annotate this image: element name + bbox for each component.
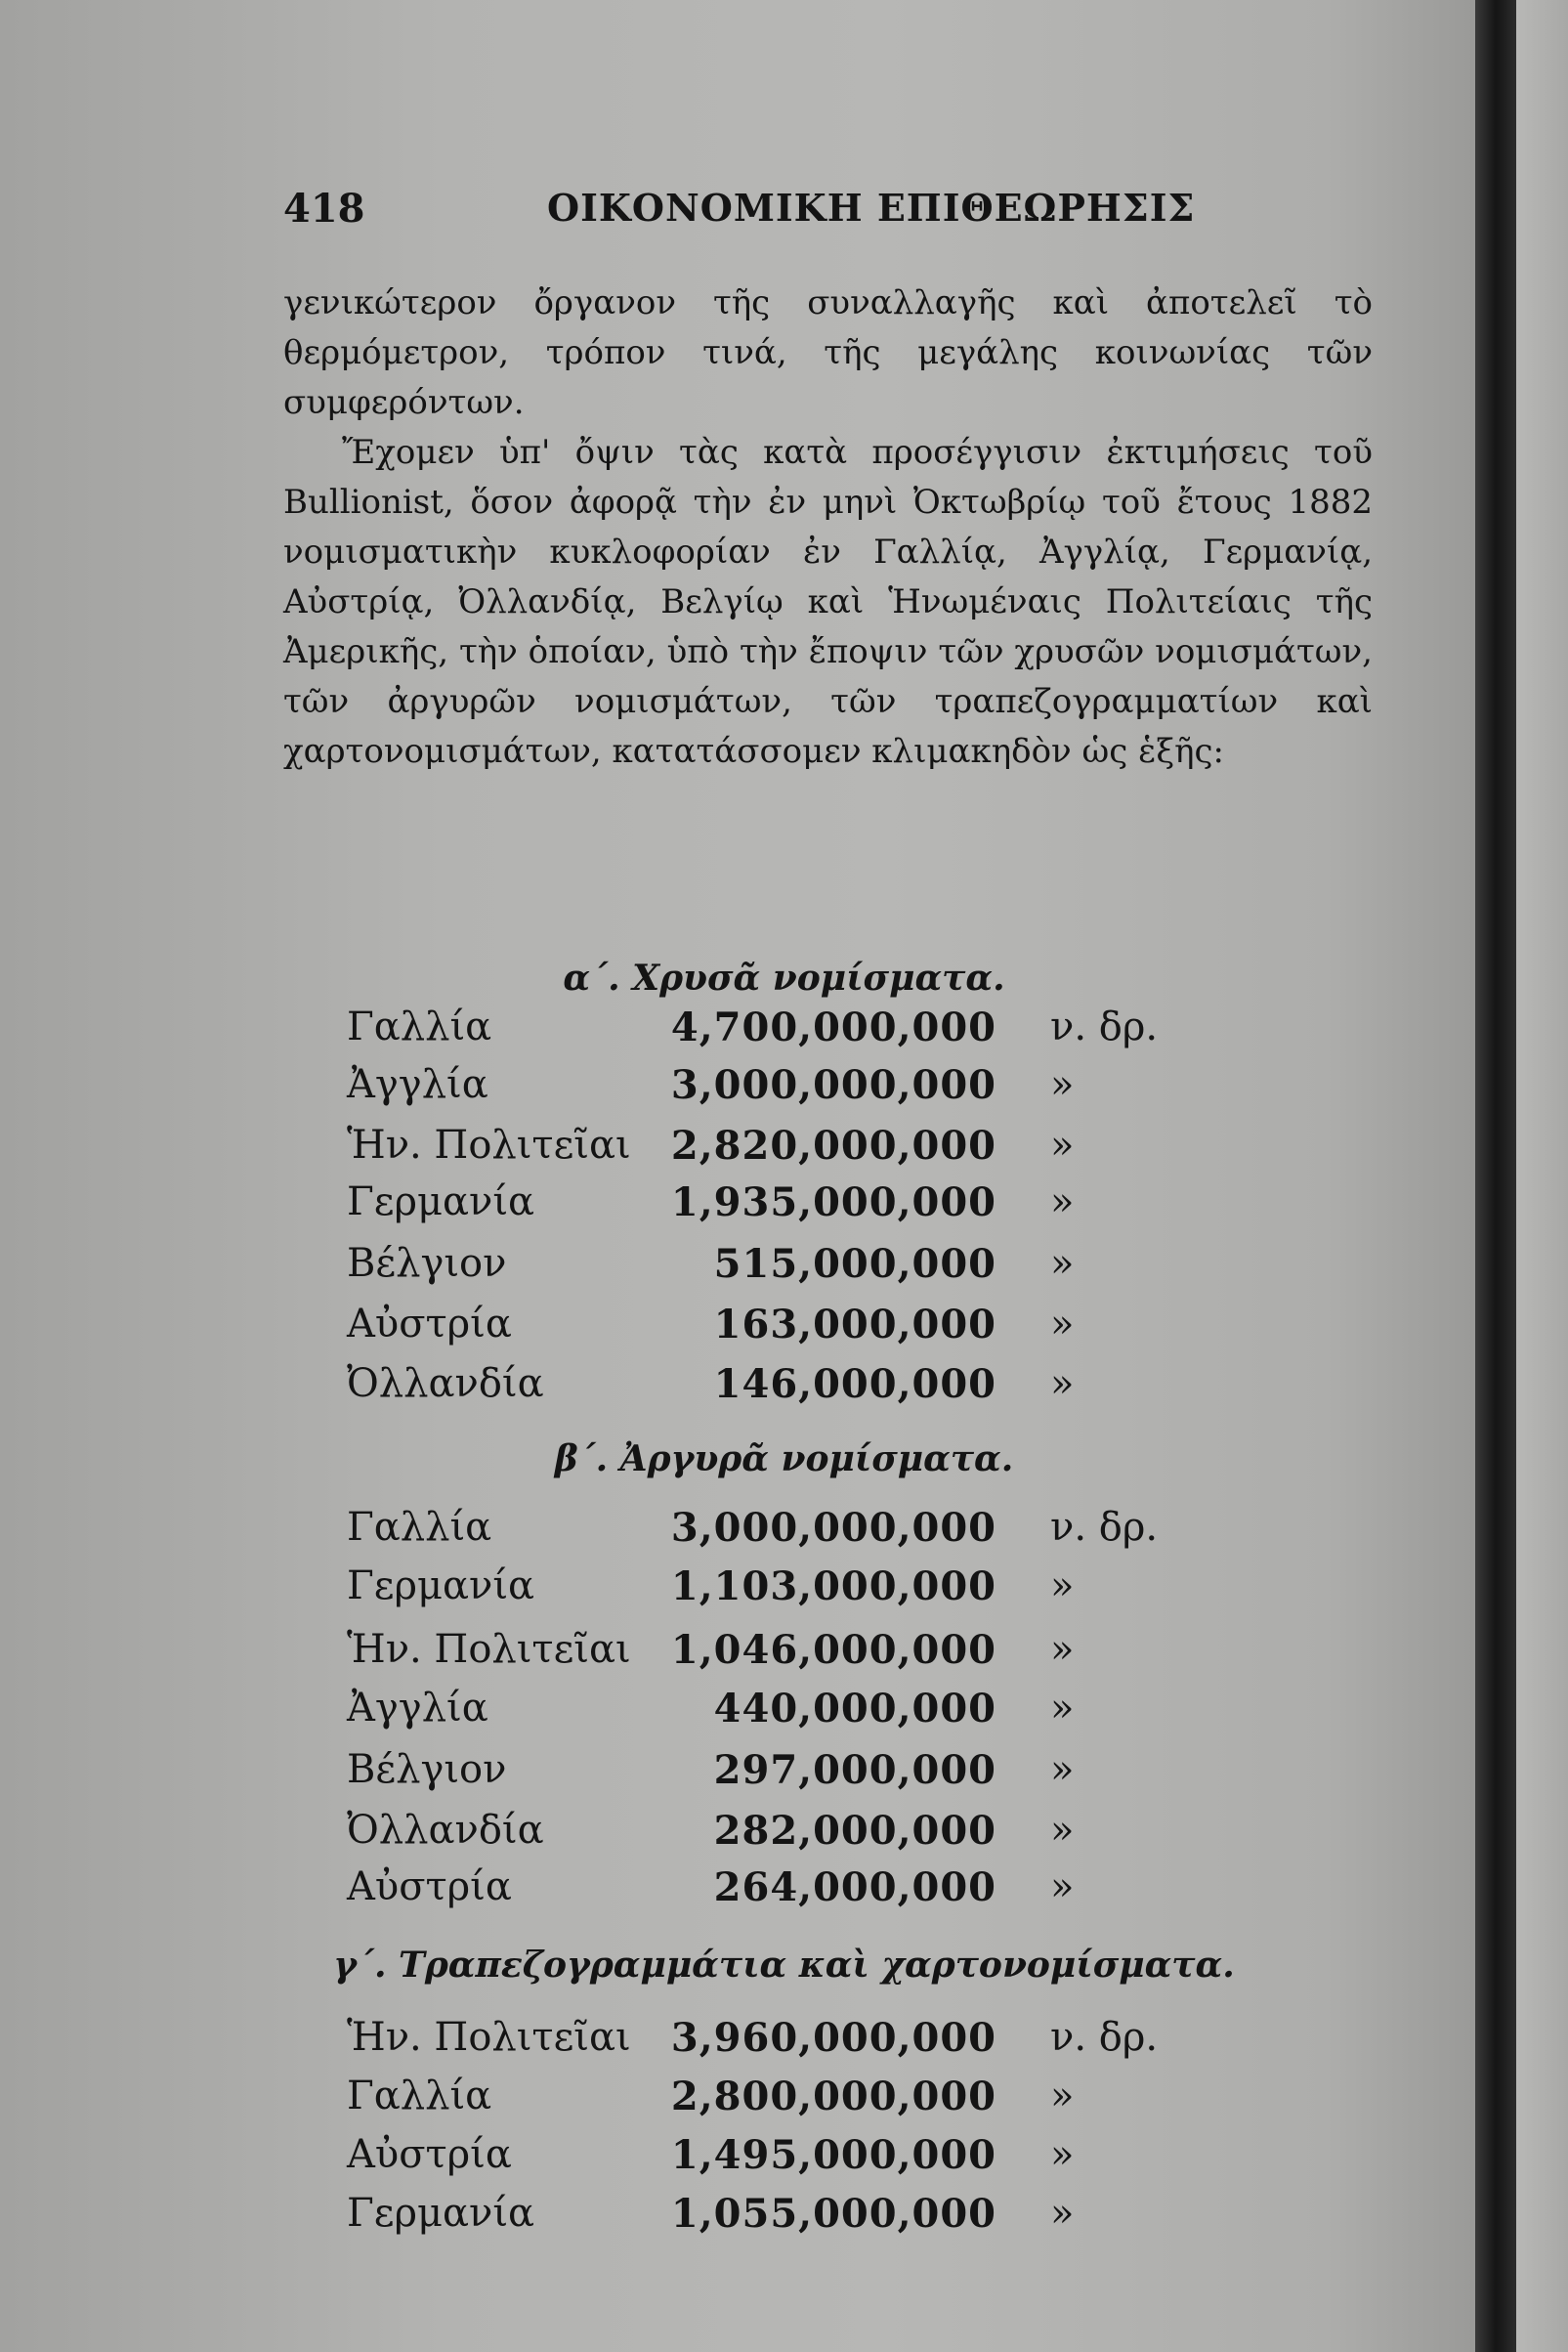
table-row bbox=[0, 1361, 1368, 1418]
table-row bbox=[0, 1302, 1368, 1358]
unit: » bbox=[1050, 1361, 1075, 1406]
page-header bbox=[283, 186, 1358, 244]
country-name: Γαλλία bbox=[347, 2074, 492, 2118]
table-row bbox=[0, 1747, 1368, 1804]
table-row bbox=[0, 1627, 1368, 1684]
unit: » bbox=[1050, 2191, 1075, 2236]
unit: ν. δρ. bbox=[1050, 1505, 1159, 1550]
amount: 2,800,000,000 bbox=[670, 2074, 996, 2119]
amount: 282,000,000 bbox=[713, 1808, 996, 1854]
unit: » bbox=[1050, 1686, 1075, 1731]
unit: » bbox=[1050, 1123, 1075, 1168]
paragraph-2: Ἔχομεν ὑπ' ὄψιν τὰς κατὰ προσέγγισιν ἐκτιμήσεις τοῦ Bullionist, ὅσον ἀφορᾷ τὴν ἐν μηνὶ Ὀκτωβρίῳ τοῦ ἔτους 1882 νομισματικὴν κυκλοφορίαν ἐν Γαλλίᾳ, Ἀγγλίᾳ, Γερμανίᾳ, Αὐστρίᾳ, Ὀλλανδίᾳ, Βελγίῳ καὶ Ἡνωμέναις Πολιτείαις τῆς Ἀμερικῆς, τὴν ὁποίαν, ὑπὸ τὴν ἔποψιν τῶν χρυσῶν νομισμάτων, τῶν ἀργυρῶν νομισμάτων, τῶν τραπεζογραμματίων καὶ χαρτονομισμάτων, κατατάσσομεν κλιμακηδὸν ὡς ἑξῆς: bbox=[283, 433, 1373, 771]
amount: 146,000,000 bbox=[713, 1361, 996, 1407]
amount: 1,935,000,000 bbox=[670, 1179, 996, 1225]
country-name: Ἡν. Πολιτεῖαι bbox=[347, 2015, 631, 2060]
table-row bbox=[0, 1563, 1368, 1620]
country-name: Ἀγγλία bbox=[347, 1062, 488, 1107]
table-row bbox=[0, 1005, 1368, 1061]
amount: 440,000,000 bbox=[713, 1686, 996, 1732]
table-row bbox=[0, 1123, 1368, 1179]
unit: ν. δρ. bbox=[1050, 2015, 1159, 2060]
amount: 3,960,000,000 bbox=[670, 2015, 996, 2061]
amount: 1,046,000,000 bbox=[670, 1627, 996, 1673]
page-number: 418 bbox=[283, 186, 365, 232]
unit: » bbox=[1050, 1062, 1075, 1107]
facing-page-edge bbox=[1516, 0, 1568, 2352]
amount: 3,000,000,000 bbox=[670, 1062, 996, 1108]
table-row bbox=[0, 1686, 1368, 1742]
country-name: Βέλγιον bbox=[347, 1241, 507, 1286]
amount: 1,103,000,000 bbox=[670, 1563, 996, 1609]
unit: » bbox=[1050, 1864, 1075, 1909]
table-row bbox=[0, 2191, 1368, 2247]
paragraph-1: γενικώτερον ὄργανον τῆς συναλλαγῆς καὶ ἀποτελεῖ τὸ θερμόμετρον, τρόπον τινά, τῆς μεγάλης κοινωνίας τῶν συμφερόντων. bbox=[283, 283, 1373, 422]
country-name: Ὀλλανδία bbox=[347, 1361, 544, 1406]
unit: ν. δρ. bbox=[1050, 1005, 1159, 1049]
country-name: Ἀγγλία bbox=[347, 1686, 488, 1731]
amount: 1,495,000,000 bbox=[670, 2132, 996, 2178]
country-name: Αὐστρία bbox=[347, 1864, 512, 1909]
country-name: Ἡν. Πολιτεῖαι bbox=[347, 1627, 631, 1672]
country-name: Αὐστρία bbox=[347, 1302, 512, 1347]
country-name: Αὐστρία bbox=[347, 2132, 512, 2177]
amount: 515,000,000 bbox=[713, 1241, 996, 1287]
unit: » bbox=[1050, 1563, 1075, 1608]
unit: » bbox=[1050, 1179, 1075, 1224]
amount: 3,000,000,000 bbox=[670, 1505, 996, 1551]
table-row bbox=[0, 2015, 1368, 2072]
unit: » bbox=[1050, 1302, 1075, 1347]
amount: 2,820,000,000 bbox=[670, 1123, 996, 1169]
table-row bbox=[0, 1241, 1368, 1298]
running-title: ΟΙΚΟΝΟΜΙΚΗ ΕΠΙΘΕΩΡΗΣΙΣ bbox=[547, 186, 1196, 230]
section-title-banknotes: γ΄. Τραπεζογραμμάτια καὶ χαρτονομίσματα. bbox=[333, 1945, 1235, 1986]
country-name: Ὀλλανδία bbox=[347, 1808, 544, 1853]
unit: » bbox=[1050, 1747, 1075, 1792]
country-name: Γαλλία bbox=[347, 1005, 492, 1049]
amount: 163,000,000 bbox=[713, 1302, 996, 1347]
table-row bbox=[0, 1062, 1368, 1119]
country-name: Βέλγιον bbox=[347, 1747, 507, 1792]
country-name: Ἡν. Πολιτεῖαι bbox=[347, 1123, 631, 1168]
unit: » bbox=[1050, 1241, 1075, 1286]
unit: » bbox=[1050, 2132, 1075, 2177]
book-spine bbox=[1475, 0, 1516, 2352]
amount: 1,055,000,000 bbox=[670, 2191, 996, 2237]
country-name: Γερμανία bbox=[347, 1179, 535, 1224]
section-title-gold: α΄. Χρυσᾶ νομίσματα. bbox=[563, 958, 1005, 999]
country-name: Γαλλία bbox=[347, 1505, 492, 1550]
amount: 264,000,000 bbox=[713, 1864, 996, 1910]
table-row bbox=[0, 1808, 1368, 1864]
body-text bbox=[283, 278, 1373, 777]
table-row bbox=[0, 1505, 1368, 1561]
country-name: Γερμανία bbox=[347, 1563, 535, 1608]
table-row bbox=[0, 2132, 1368, 2189]
amount: 4,700,000,000 bbox=[670, 1005, 996, 1050]
unit: » bbox=[1050, 1808, 1075, 1853]
section-title-silver: β΄. Ἀργυρᾶ νομίσματα. bbox=[554, 1438, 1014, 1479]
amount: 297,000,000 bbox=[713, 1747, 996, 1793]
table-row bbox=[0, 1179, 1368, 1236]
unit: » bbox=[1050, 2074, 1075, 2118]
country-name: Γερμανία bbox=[347, 2191, 535, 2236]
table-row bbox=[0, 2074, 1368, 2130]
unit: » bbox=[1050, 1627, 1075, 1672]
table-row bbox=[0, 1864, 1368, 1921]
